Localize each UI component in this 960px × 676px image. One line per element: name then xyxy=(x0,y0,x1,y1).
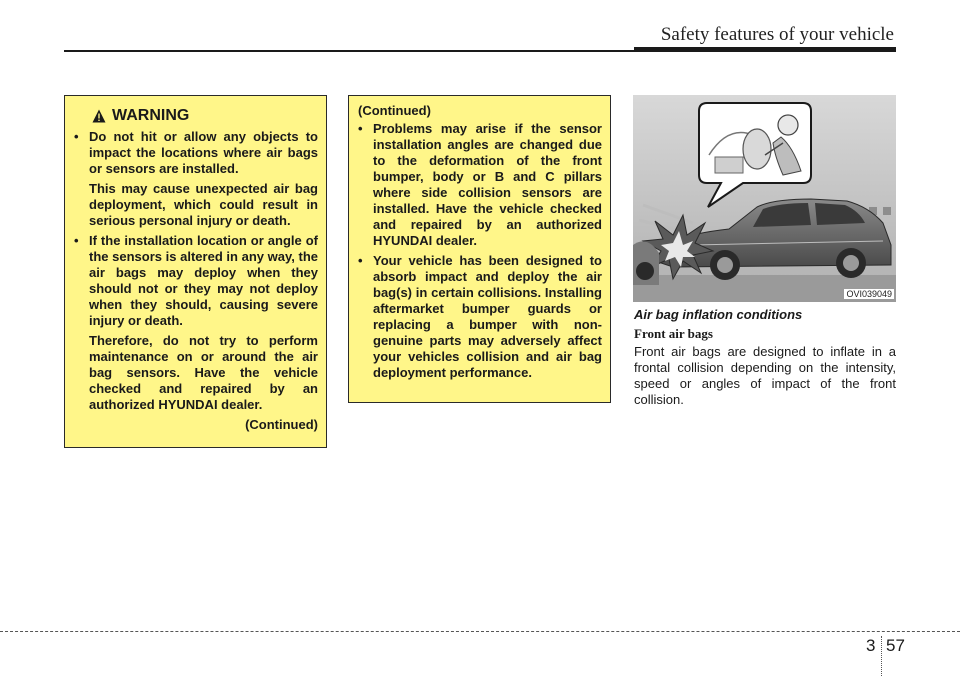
footer-rule xyxy=(0,631,960,632)
section-title: Air bag inflation conditions xyxy=(634,307,803,322)
warning-bullet-text: If the installation location or angle of the sensors is altered in any way, the air bags may deploy when they should not or they may not deploy when they should, causing severe injury or death. xyxy=(89,233,318,328)
section-subtitle: Front air bags xyxy=(634,326,713,341)
warning-paragraph: This may cause unexpected air bag deployment, which could result in serious personal injury or death. xyxy=(89,181,318,228)
warning-heading-text: WARNING xyxy=(112,107,190,124)
figure-code: OVI039049 xyxy=(846,289,892,299)
warning-paragraph: Therefore, do not try to perform maintenance on or around the air bag sensors. Have the vehicle checked and repaired by an authorized HYUNDAI dealer. xyxy=(89,333,318,412)
warning-bullet-text: Problems may arise if the sensor installation angles are changed due to the deformation of the front bumper, body or B and C pillars where side collision sensors are installed. Have the vehicle checked and repaired by an authorized HYUNDAI dealer. xyxy=(373,121,602,248)
continued-label: (Continued) xyxy=(245,417,318,432)
chapter-number: 3 xyxy=(866,636,876,655)
continued-warning-box xyxy=(348,95,611,403)
running-header: Safety features of your vehicle xyxy=(660,24,894,45)
header-rule xyxy=(64,50,634,52)
collision-illustration xyxy=(633,95,896,302)
warning-bullet: • Your vehicle has been designed to absorb impact and deploy the air bag(s) in certain collisions. Installing aftermarket bumper guards or replacing a bumper with non-genuine parts may adversely affect your vehicles collision and air bag deployment performance. xyxy=(358,253,602,380)
warning-bullet: • Do not hit or allow any objects to impact the locations where air bags or sensors are installed. xyxy=(74,129,318,176)
page-number: 57 xyxy=(886,636,905,655)
continued-label: (Continued) xyxy=(358,103,431,118)
header-rule-thick xyxy=(634,47,896,52)
car-collision-drawing xyxy=(633,95,896,302)
warning-bullet-text: Do not hit or allow any objects to impact the locations where air bags or sensors are installed. xyxy=(89,129,318,176)
warning-bullet: • Problems may arise if the sensor installation angles are changed due to the deformation of the front bumper, body or B and C pillars where side collision sensors are installed. Have the vehicle checked and repaired by an authorized HYUNDAI dealer. xyxy=(358,121,602,248)
warning-triangle-icon xyxy=(92,109,106,123)
warning-heading xyxy=(92,108,318,124)
footer-divider xyxy=(881,636,882,676)
warning-box xyxy=(64,95,327,448)
warning-bullet-text: Your vehicle has been designed to absorb impact and deploy the air bag(s) in certain collisions. Installing aftermarket bumper guards or replacing a bumper with non-genuine parts may adversely affect your vehicles collision and air bag deployment performance. xyxy=(373,253,602,380)
warning-bullet: • If the installation location or angle of the sensors is altered in any way, the air bags may deploy when they should not or they may not deploy when they should, causing severe injury or death. xyxy=(74,233,318,328)
section-body-text: Front air bags are designed to inflate in a frontal collision depending on the intensity, speed or angles of impact of the front collision. xyxy=(634,344,896,407)
